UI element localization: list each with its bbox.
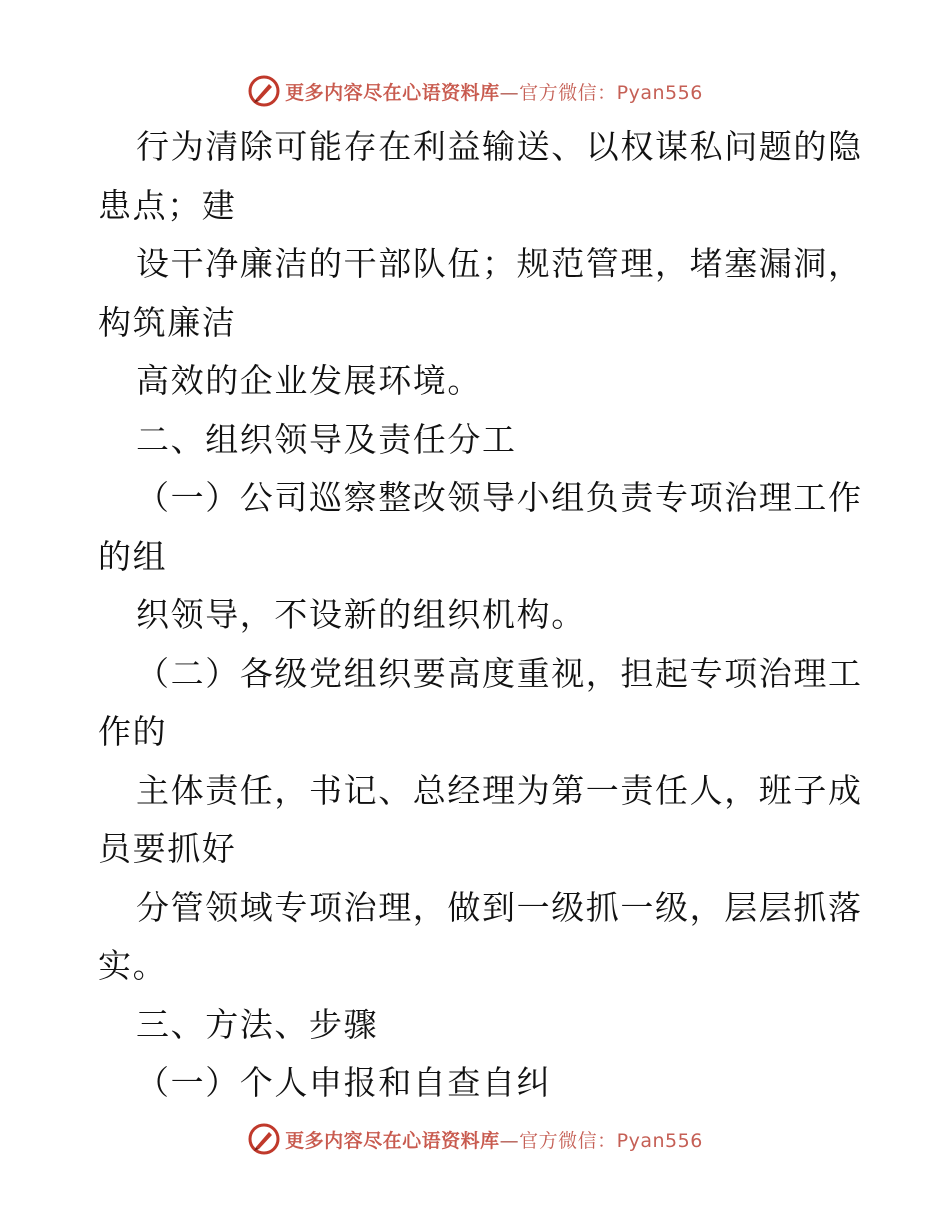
document-body (98, 118, 863, 1113)
footer-watermark-banner (0, 1119, 950, 1159)
text-line: 作的 (98, 712, 168, 751)
text-line: 的组 (98, 536, 168, 576)
watermark-text: 更多内容尽在心语资料库—官方微信：Pyan556 (285, 1129, 703, 1152)
watermark-text: 更多内容尽在心语资料库—官方微信：Pyan556 (285, 81, 703, 104)
text-line: 三、方法、步骤 (136, 1004, 379, 1044)
text-line: （一）个人申报和自查自纠 (136, 1063, 552, 1102)
text-line: 织领导，不设新的组织机构。 (136, 595, 586, 634)
text-line: 分管领域专项治理，做到一级抓一级，层层抓落 (136, 887, 863, 927)
text-line: 员要抓好 (98, 829, 237, 868)
text-line: （一）公司巡察整改领导小组负责专项治理工作 (136, 478, 863, 517)
text-line: （二）各级党组织要高度重视，担起专项治理工 (136, 653, 863, 693)
text-line: 行为清除可能存在利益输送、以权谋私问题的隐 (136, 127, 863, 166)
text-line: 设干净廉洁的干部队伍；规范管理，堵塞漏洞， (136, 244, 863, 283)
text-line: 患点；建 (98, 185, 237, 225)
text-line: 实。 (98, 946, 168, 985)
pen-logo-icon (247, 74, 281, 108)
text-line: 二、组织领导及责任分工 (136, 419, 517, 459)
pen-logo-icon (247, 1122, 281, 1156)
header-watermark-banner (0, 71, 950, 111)
text-line: 构筑廉洁 (98, 302, 237, 342)
text-line: 高效的企业发展环境。 (136, 361, 482, 400)
text-line: 主体责任，书记、总经理为第一责任人，班子成 (136, 770, 863, 810)
